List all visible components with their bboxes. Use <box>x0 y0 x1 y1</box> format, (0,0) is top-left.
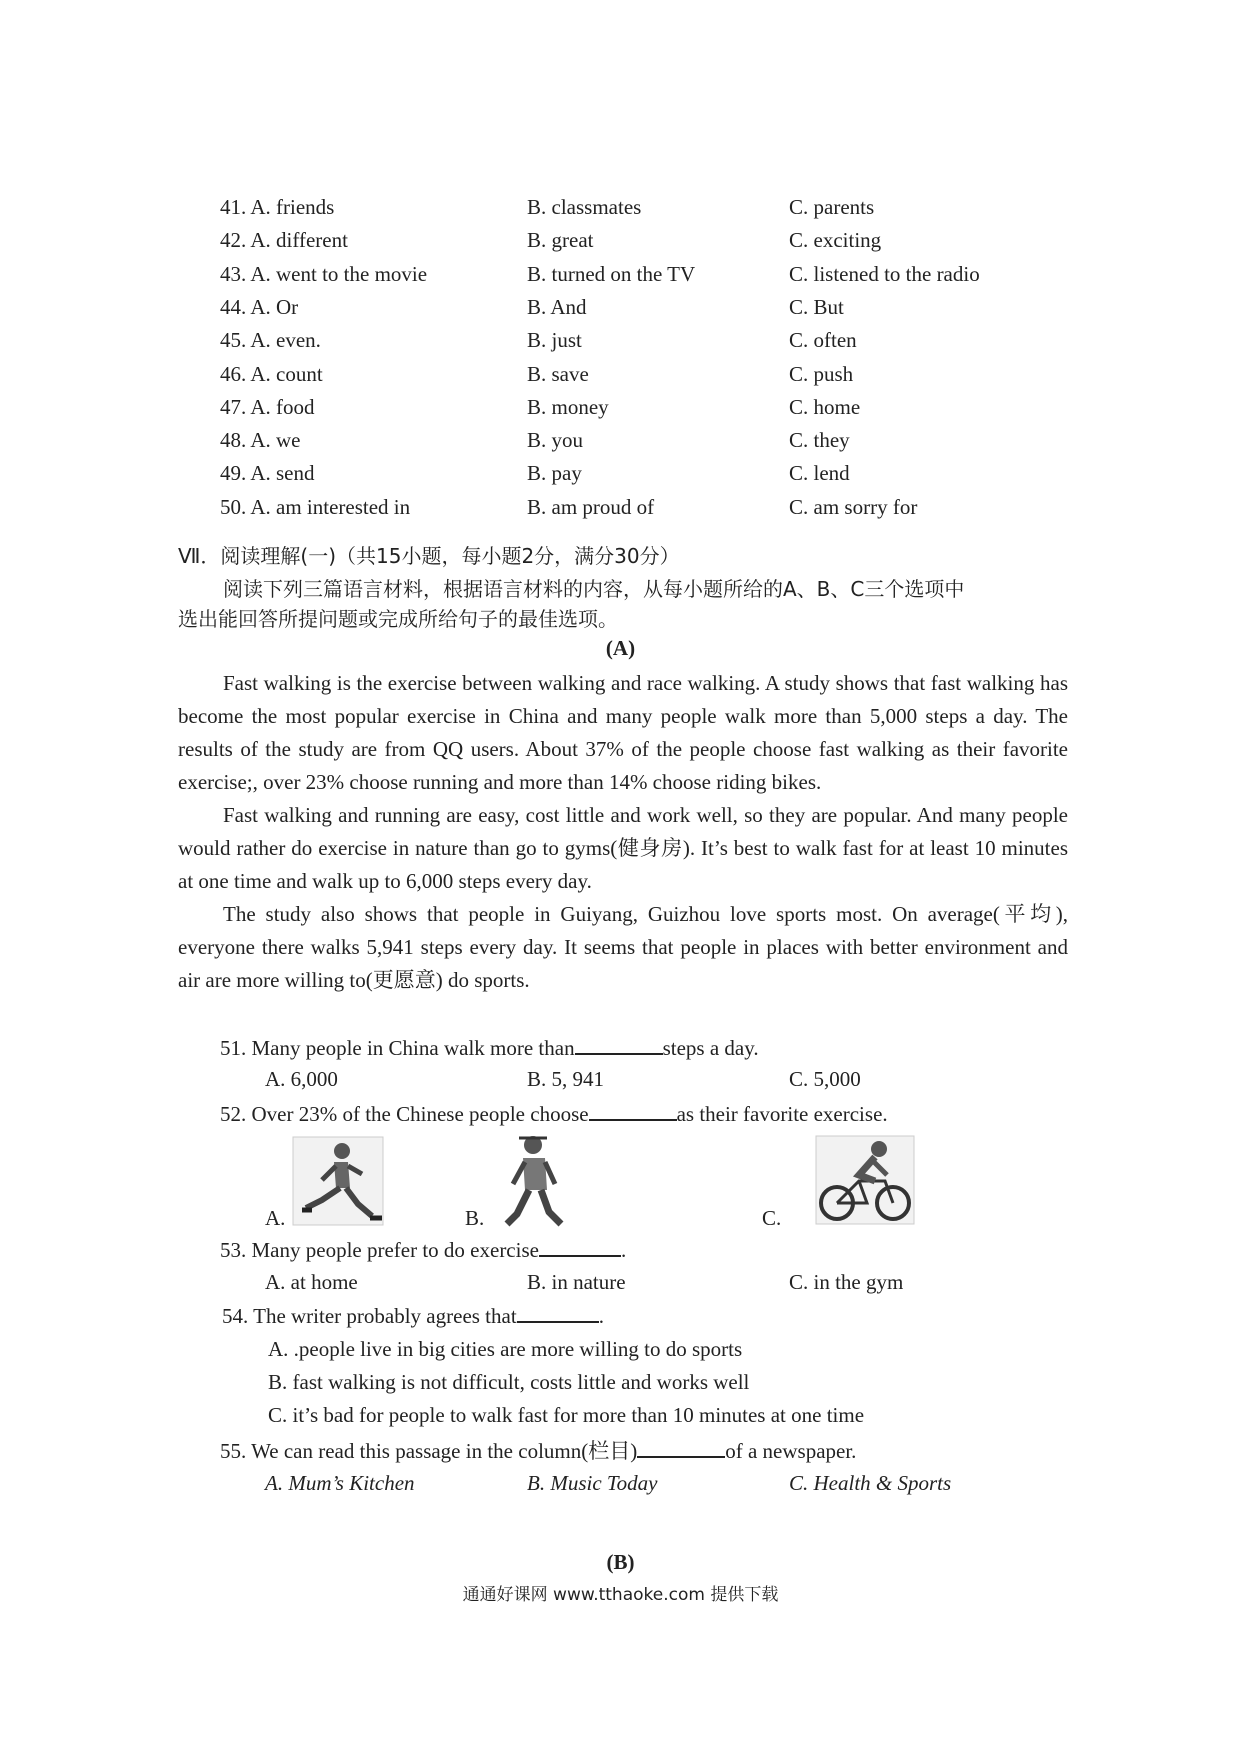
cloze-option-c: C. lend <box>789 461 850 485</box>
answer-blank <box>539 1237 621 1257</box>
q55-option-c: C. Health & Sports <box>789 1471 952 1495</box>
passage-a-paragraph-3: The study also shows that people in Guiyang, Guizhou love sports most. On average(平均), everyone there walks 5,941 steps every day. It seems that people in places with better environment and air are more willing to(更愿意) do sports. <box>178 902 1068 992</box>
page-footer: 通通好课网 www.tthaoke.com 提供下载 <box>462 1585 779 1605</box>
cloze-option-b: B. And <box>527 295 587 319</box>
instruction-line-2: 选出能回答所提问题或完成所给句子的最佳选项。 <box>178 607 618 631</box>
answer-blank <box>517 1303 599 1323</box>
q54-option-b: B. fast walking is not difficult, costs little and works well <box>268 1370 750 1394</box>
cloze-option-c: C. parents <box>789 195 875 219</box>
cloze-option-b: B. just <box>527 328 582 352</box>
cloze-option-b: B. classmates <box>527 195 642 219</box>
cycling-figure-icon <box>815 1135 915 1225</box>
question-52: 52. Over 23% of the Chinese people choose as their favorite exercise. <box>220 1102 888 1126</box>
passage-b-label: (B) <box>606 1550 635 1574</box>
cloze-option-a: 47. A. food <box>220 395 315 419</box>
cloze-option-a: 44. A. Or <box>220 295 299 319</box>
q53-option-a: A. at home <box>265 1270 358 1294</box>
cloze-option-a: 48. A. we <box>220 428 301 452</box>
cloze-option-b: B. great <box>527 228 594 252</box>
cloze-option-c: C. push <box>789 362 854 386</box>
passage-a <box>178 667 1068 997</box>
cloze-option-a: 49. A. send <box>220 461 315 485</box>
section-heading: Ⅶ．阅读理解(一)（共15小题，每小题2分，满分30分） <box>178 544 680 568</box>
q54-option-c: C. it’s bad for people to walk fast for more than 10 minutes at one time <box>268 1403 865 1427</box>
answer-blank <box>637 1438 725 1458</box>
cloze-option-c: C. am sorry for <box>789 495 918 519</box>
walking-figure-icon <box>495 1132 575 1232</box>
q55-option-b: B. Music Today <box>527 1471 658 1495</box>
cloze-option-a: 42. A. different <box>220 228 348 252</box>
q55-option-a: A. Mum’s Kitchen <box>265 1471 415 1495</box>
q51-option-b: B. 5, 941 <box>527 1067 605 1091</box>
cloze-option-a: 50. A. am interested in <box>220 495 411 519</box>
q53-option-c: C. in the gym <box>789 1270 904 1294</box>
cloze-option-b: B. save <box>527 362 589 386</box>
answer-blank <box>575 1035 663 1055</box>
cloze-option-b: B. money <box>527 395 609 419</box>
question-54: 54. The writer probably agrees that . <box>222 1304 604 1328</box>
answer-blank <box>589 1101 677 1121</box>
instruction-line-1: 阅读下列三篇语言材料，根据语言材料的内容，从每小题所给的A、B、C三个选项中 <box>223 577 965 601</box>
q53-option-b: B. in nature <box>527 1270 626 1294</box>
passage-a-paragraph-2: Fast walking and running are easy, cost little and work well, so they are popular. And many people would rather do exercise in nature than go to gyms(健身房). It’s best to walk fast for at least 10 minutes at one time and walk up to 6,000 steps every day. <box>178 803 1068 893</box>
question-51: 51. Many people in China walk more than steps a day. <box>220 1036 759 1060</box>
cloze-option-c: C. But <box>789 295 844 319</box>
question-53: 53. Many people prefer to do exercise . <box>220 1238 627 1262</box>
cloze-option-b: B. you <box>527 428 584 452</box>
q52-option-b: B. <box>465 1206 485 1230</box>
cloze-option-c: C. home <box>789 395 861 419</box>
question-55: 55. We can read this passage in the column(栏目) of a newspaper. <box>220 1439 857 1463</box>
cloze-option-a: 45. A. even. <box>220 328 321 352</box>
passage-a-paragraph-1: Fast walking is the exercise between walking and race walking. A study shows that fast walking has become the most popular exercise in China and many people walk more than 5,000 steps a day. The results of the study are from QQ users. About 37% of the people choose fast walking as their favorite exercise;, over 23% choose running and more than 14% choose riding bikes. <box>178 671 1068 794</box>
running-figure-icon <box>292 1136 384 1226</box>
q51-option-a: A. 6,000 <box>265 1067 338 1091</box>
cloze-option-b: B. turned on the TV <box>527 262 696 286</box>
cloze-option-a: 43. A. went to the movie <box>220 262 428 286</box>
q54-option-a: A. .people live in big cities are more willing to do sports <box>268 1337 743 1361</box>
q52-option-c: C. <box>762 1206 782 1230</box>
cloze-option-b: B. am proud of <box>527 495 655 519</box>
cloze-option-c: C. often <box>789 328 857 352</box>
cloze-option-a: 41. A. friends <box>220 195 335 219</box>
cloze-option-c: C. they <box>789 428 850 452</box>
cloze-option-a: 46. A. count <box>220 362 323 386</box>
cloze-option-c: C. listened to the radio <box>789 262 980 286</box>
q52-option-a: A. <box>265 1206 286 1230</box>
cloze-option-c: C. exciting <box>789 228 882 252</box>
passage-a-label: (A) <box>605 636 636 660</box>
cloze-option-b: B. pay <box>527 461 582 485</box>
q51-option-c: C. 5,000 <box>789 1067 861 1091</box>
